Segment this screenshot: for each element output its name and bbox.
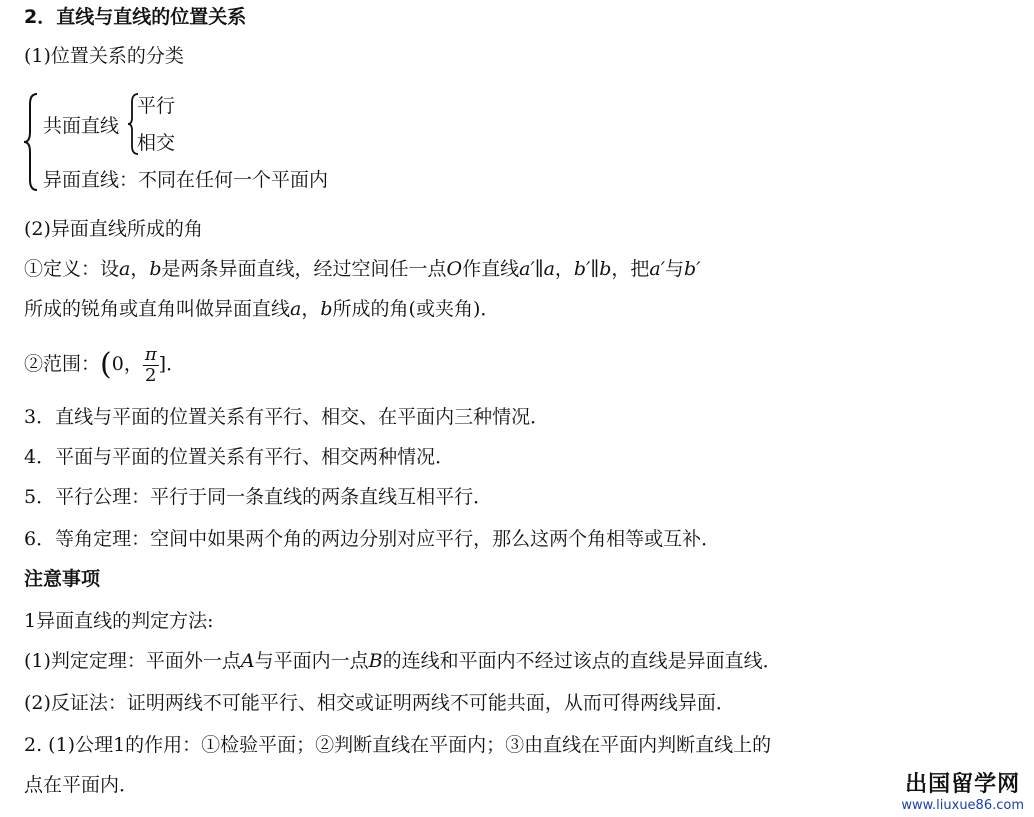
range-line: ②范围：(0， $\frac{\pi}{2}$ ]． bbox=[24, 343, 186, 386]
item-3: 3．直线与平面的位置关系有平行、相交、在平面内三种情况． bbox=[24, 406, 550, 428]
outer-brace bbox=[22, 92, 40, 192]
definition-line-2: 所成的锐角或直角叫做异面直线a，b所成的角(或夹角)． bbox=[24, 298, 500, 320]
watermark-url: www.liuxue86.com bbox=[901, 798, 1024, 813]
watermark-logo bbox=[901, 767, 1024, 813]
item-6: 6．等角定理：空间中如果两个角的两边分别对应平行，那么这两个角相等或互补． bbox=[24, 528, 721, 550]
notes-heading: 注意事项 bbox=[24, 568, 101, 590]
tree-skew: 异面直线：不同在任何一个平面内 bbox=[43, 169, 329, 191]
fraction-pi-over-2: $\frac{\pi}{2}$ bbox=[144, 343, 157, 386]
subheading-classification: (1)位置关系的分类 bbox=[24, 45, 184, 67]
subheading-skew-angle: (2)异面直线所成的角 bbox=[24, 218, 203, 240]
note-2b: 点在平面内． bbox=[24, 774, 139, 796]
note-1b: (2)反证法：证明两线不可能平行、相交或证明两线不可能共面，从而可得两线异面． bbox=[24, 692, 735, 714]
tree-coplanar: 共面直线 bbox=[43, 115, 120, 137]
note-1a: (1)判定定理：平面外一点A与平面内一点B的连线和平面内不经过该点的直线是异面直线． bbox=[24, 650, 782, 672]
item-4: 4．平面与平面的位置关系有平行、相交两种情况． bbox=[24, 446, 455, 468]
watermark-title: 出国留学网 bbox=[905, 772, 1021, 797]
note-2a: 2. (1)公理1的作用：①检验平面；②判断直线在平面内；③由直线在平面内判断直线上的 bbox=[24, 734, 772, 756]
tree-parallel: 平行 bbox=[137, 95, 176, 117]
tree-intersect: 相交 bbox=[137, 132, 176, 154]
note-1: 1异面直线的判定方法: bbox=[24, 610, 214, 632]
section-heading-2: 2．直线与直线的位置关系 bbox=[24, 6, 247, 28]
definition-line-1: ①定义：设a，b是两条异面直线，经过空间任一点O作直线a′∥a，b′∥b，把a′与b′ bbox=[24, 258, 701, 280]
item-5: 5．平行公理：平行于同一条直线的两条直线互相平行． bbox=[24, 486, 493, 508]
